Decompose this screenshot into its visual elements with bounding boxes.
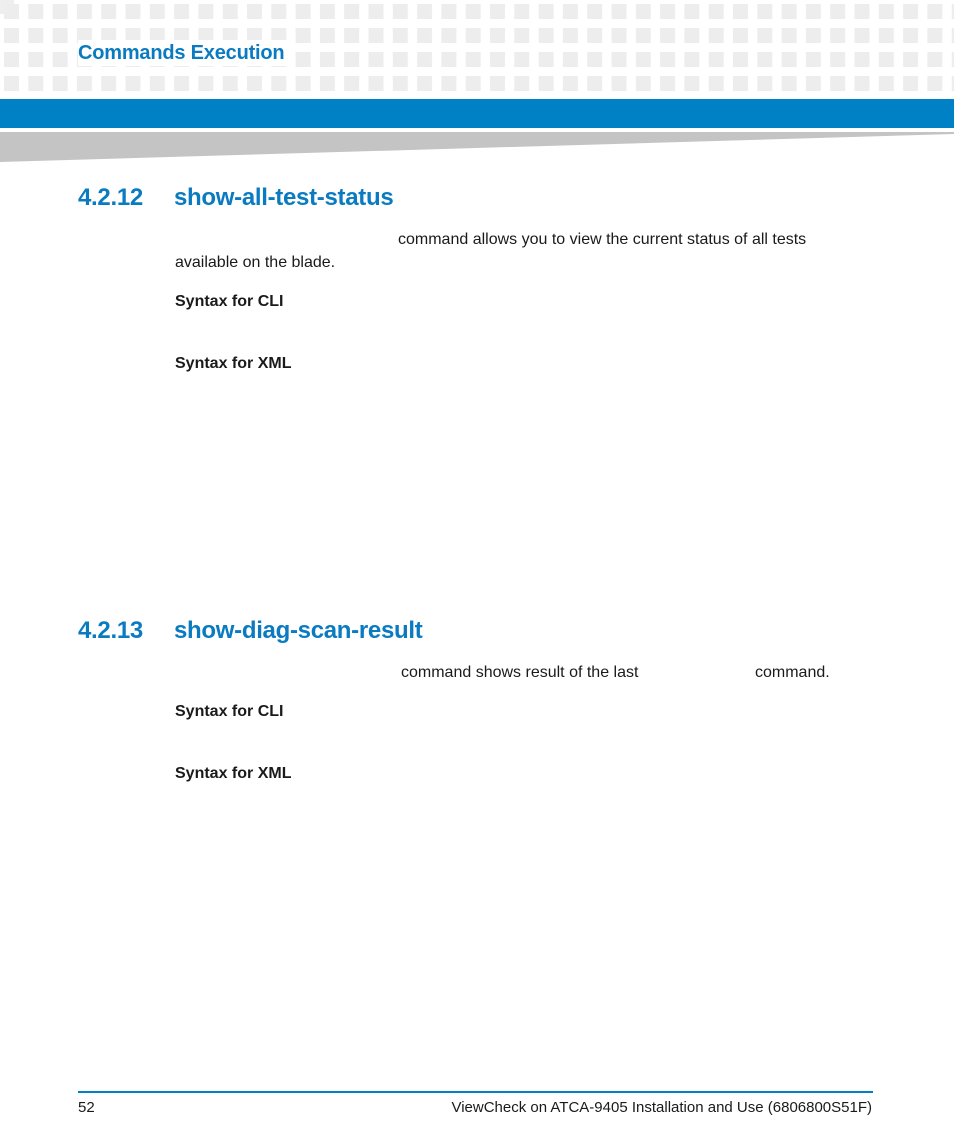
section-heading: [78, 616, 422, 646]
section-number: 4.2.12: [78, 184, 143, 211]
page-number: 52: [78, 1099, 95, 1116]
section-description-part: command shows result of the last: [401, 664, 639, 681]
section-description-line: command allows you to view the current status of all tests: [398, 231, 807, 248]
chapter-title: Commands Execution: [78, 40, 288, 66]
footer-rule: [78, 1091, 873, 1093]
section-description-line: available on the blade.: [175, 254, 336, 271]
header-grey-wedge: [0, 130, 954, 164]
document-title: ViewCheck on ATCA-9405 Installation and Use (6806800S51F): [451, 1099, 872, 1116]
syntax-xml-label: Syntax for XML: [175, 765, 292, 782]
syntax-cli-label: Syntax for CLI: [175, 703, 284, 720]
section-title: show-diag-scan-result: [174, 617, 423, 644]
syntax-cli-label: Syntax for CLI: [175, 293, 284, 310]
syntax-xml-label: Syntax for XML: [175, 355, 292, 372]
section-heading: [78, 183, 393, 213]
section-number: 4.2.13: [78, 617, 143, 644]
section-description-part: command.: [755, 664, 830, 681]
section-title: show-all-test-status: [174, 184, 394, 211]
header-blue-bar: [0, 99, 954, 128]
